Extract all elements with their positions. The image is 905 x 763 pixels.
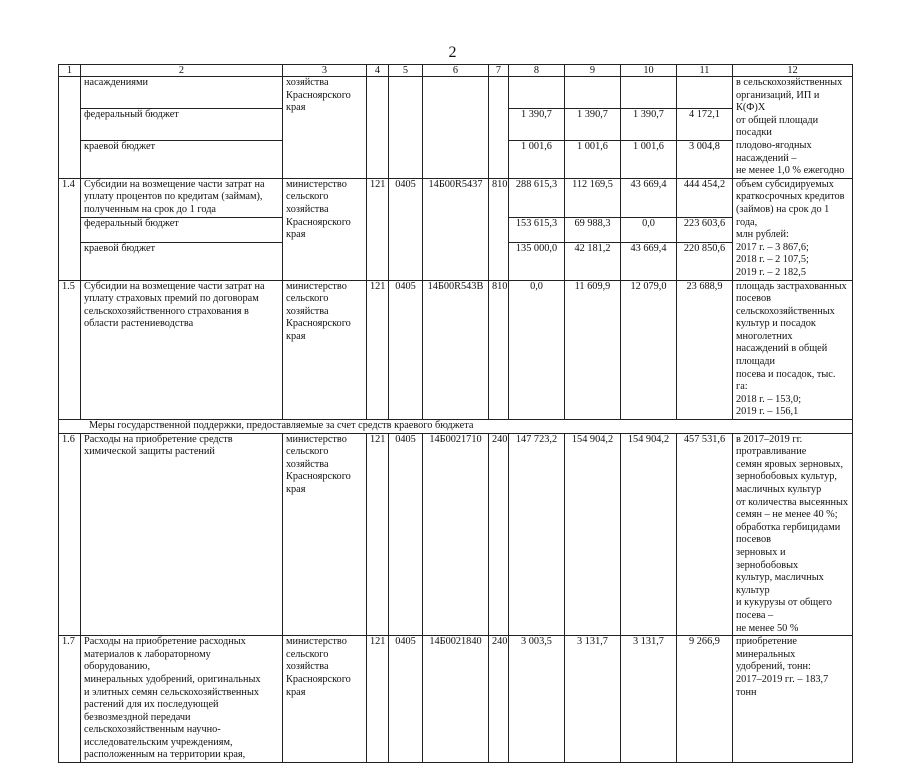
table-row [59,77,853,109]
value-cell: 11 609,9 [565,280,621,420]
value-cell: 444 454,2 [677,178,733,217]
budget-label: краевой бюджет [81,140,283,178]
value-cell: 154 904,2 [565,433,621,636]
header-cell: 3 [283,65,367,77]
value-cell: 3 004,8 [677,140,733,178]
header-cell: 5 [389,65,423,77]
section-row [59,420,853,434]
vr-code: 240 [489,433,509,636]
header-row [59,65,853,77]
vr-code: 810 [489,280,509,420]
value-cell: 43 669,4 [621,178,677,217]
rzpr-code: 0405 [389,433,423,636]
value-cell: 1 001,6 [621,140,677,178]
expected-result: объем субсидируемых краткосрочных кредитов (займов) на срок до 1 года, млн рублей: 2017 г. – 3 867,6; 2018 г. – 2 107,5; 2019 г. – 2 182,5 [733,178,853,280]
csr-code: 14Б00R543В [423,280,489,420]
page-number: 2 [448,44,457,61]
header-cell: 7 [489,65,509,77]
csr-code: 14Б00R5437 [423,178,489,280]
header-cell: 2 [81,65,283,77]
measure-name: Расходы на приобретение расходных материалов к лабораторному оборудованию, минеральных удобрений, оригинальных и элитных семян сельскохозяйственных растений для их последующей безвозмездной передачи сельскохозяйственным научно- исследовательским учреждениям, расположенным на территории края, [81,636,283,763]
value-cell: 223 603,6 [677,217,733,242]
program-table [58,64,853,763]
value-cell: 0,0 [509,280,565,420]
measure-name: Расходы на приобретение средств химической защиты растений [81,433,283,636]
budget-label: краевой бюджет [81,242,283,280]
value-cell: 457 531,6 [677,433,733,636]
value-cell: 153 615,3 [509,217,565,242]
header-cell: 12 [733,65,853,77]
value-cell: 3 131,7 [621,636,677,763]
executor: министерство сельского хозяйства Красноярского края [283,178,367,280]
vr-code: 240 [489,636,509,763]
grbs-code: 121 [367,178,389,280]
grbs-code: 121 [367,280,389,420]
value-cell: 220 850,6 [677,242,733,280]
vr-code: 810 [489,178,509,280]
rzpr-code: 0405 [389,280,423,420]
value-cell: 0,0 [621,217,677,242]
budget-label: федеральный бюджет [81,217,283,242]
value-cell: 288 615,3 [509,178,565,217]
value-cell: 147 723,2 [509,433,565,636]
executor: министерство сельского хозяйства Красноярского края [283,280,367,420]
value-cell: 12 079,0 [621,280,677,420]
section-title: Меры государственной поддержки, предоставляемые за счет средств краевого бюджета [59,420,853,434]
measure-name: Субсидии на возмещение части затрат на уплату страховых премий по договорам сельскохозяйственного страхования в области растениеводства [81,280,283,420]
rzpr-code: 0405 [389,636,423,763]
value-cell: 135 000,0 [509,242,565,280]
header-cell: 4 [367,65,389,77]
row-number: 1.7 [59,636,81,763]
header-cell: 1 [59,65,81,77]
measure-name: Субсидии на возмещение части затрат на уплату процентов по кредитам (займам), полученным на срок до 1 года [81,178,283,217]
measure-name: насаждениями [81,77,283,109]
row-number: 1.4 [59,178,81,280]
value-cell: 1 001,6 [509,140,565,178]
table-row [59,280,853,420]
value-cell: 3 131,7 [565,636,621,763]
value-cell: 23 688,9 [677,280,733,420]
value-cell: 43 669,4 [621,242,677,280]
value-cell: 69 988,3 [565,217,621,242]
executor: министерство сельского хозяйства Красноярского края [283,433,367,636]
value-cell: 154 904,2 [621,433,677,636]
value-cell: 1 390,7 [509,108,565,140]
rzpr-code: 0405 [389,178,423,280]
header-cell: 11 [677,65,733,77]
header-cell: 9 [565,65,621,77]
value-cell: 1 001,6 [565,140,621,178]
table-row [59,178,853,217]
value-cell: 9 266,9 [677,636,733,763]
header-cell: 6 [423,65,489,77]
table-row [59,636,853,763]
value-cell: 3 003,5 [509,636,565,763]
row-number: 1.6 [59,433,81,636]
budget-label: федеральный бюджет [81,108,283,140]
value-cell: 4 172,1 [677,108,733,140]
header-cell: 10 [621,65,677,77]
grbs-code: 121 [367,636,389,763]
value-cell: 1 390,7 [621,108,677,140]
value-cell: 42 181,2 [565,242,621,280]
value-cell: 112 169,5 [565,178,621,217]
grbs-code: 121 [367,433,389,636]
table-row [59,433,853,636]
executor: хозяйства Красноярского края [283,77,367,179]
expected-result: в 2017–2019 гг. протравливание семян яровых зерновых, зернобобовых культур, масличных культур от количества высеянных семян – не менее 40 %; обработка гербицидами посевов зерновых и зернобобовых культур, масличных культур и кукурузы от общего посева – не менее 50 % [733,433,853,636]
expected-result: в сельскохозяйственных организаций, ИП и К(Ф)Х от общей площади посадки плодово-ягодных насаждений – не менее 1,0 % ежегодно [733,77,853,179]
csr-code: 14Б0021840 [423,636,489,763]
expected-result: приобретение минеральных удобрений, тонн: 2017–2019 гг. – 183,7 тонн [733,636,853,763]
row-number: 1.5 [59,280,81,420]
value-cell: 1 390,7 [565,108,621,140]
csr-code: 14Б0021710 [423,433,489,636]
header-cell: 8 [509,65,565,77]
expected-result: площадь застрахованных посевов сельскохозяйственных культур и посадок многолетних насаждений в общей площади посева и посадок, тыс. га: 2018 г. – 153,0; 2019 г. – 156,1 [733,280,853,420]
executor: министерство сельского хозяйства Красноярского края [283,636,367,763]
